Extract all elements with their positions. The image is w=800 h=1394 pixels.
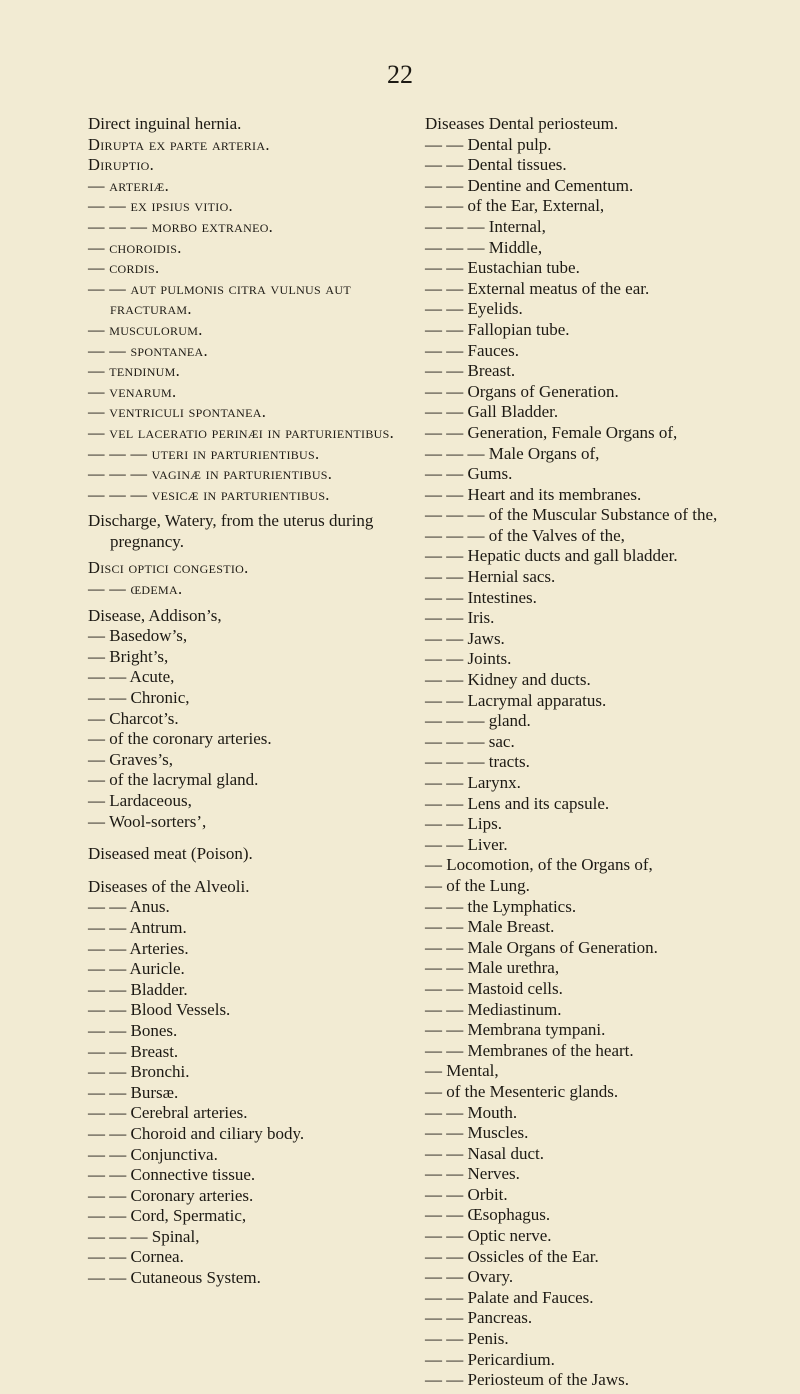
index-entry: — — Eyelids. <box>425 299 523 319</box>
index-entry: — — aut pulmonis citra vulnus aut fracturam. <box>88 278 351 319</box>
index-entry: — — — of the Muscular Substance of the, <box>425 505 718 525</box>
index-entry: — musculorum. <box>88 319 203 339</box>
index-entry: — — Anus. <box>88 897 170 917</box>
index-entry: — — Male Breast. <box>425 917 555 937</box>
index-entry: — ventriculi spontanea. <box>88 402 267 422</box>
index-entry: — arteriæ. <box>88 175 170 195</box>
index-entry: — — the Lymphatics. <box>425 896 577 916</box>
index-entry: — — Mastoid cells. <box>425 978 563 998</box>
index-entry: — — Larynx. <box>425 773 521 792</box>
index-entry: — Mental, <box>425 1061 499 1081</box>
index-entry: — Locomotion, of the Organs of, <box>425 855 653 875</box>
index-entry: — — Kidney and ducts. <box>425 670 591 690</box>
index-entry: — — of the Ear, External, <box>425 196 605 216</box>
index-entry: — — Cord, Spermatic, <box>88 1206 247 1226</box>
index-entry: — choroidis. <box>88 237 182 257</box>
index-entry: — — — tracts. <box>425 752 530 772</box>
index-entry: — — Organs of Generation. <box>425 381 619 401</box>
index-entry: — — Liver. <box>425 834 508 854</box>
index-entry: — — Fallopian tube. <box>425 319 570 339</box>
index-entry: — — — gland. <box>425 711 531 731</box>
index-entry: — — — sac. <box>425 731 515 751</box>
index-entry: — — Ovary. <box>425 1267 514 1287</box>
index-entry: — of the Mesenteric glands. <box>425 1081 619 1101</box>
index-entry: — — Breast. <box>425 361 516 381</box>
index-entry: — Graves’s, <box>88 749 173 769</box>
index-entry: — — Intestines. <box>425 587 537 607</box>
index-entry: — venarum. <box>88 381 177 401</box>
index-entry: — — Bronchi. <box>88 1062 190 1082</box>
index-entry: — — Nerves. <box>425 1164 520 1184</box>
index-entry: — — spontanea. <box>88 340 208 360</box>
index-entry: — — Iris. <box>425 608 495 628</box>
index-entry: — — Cornea. <box>88 1247 184 1267</box>
index-entry: — — Hepatic ducts and gall bladder. <box>425 546 678 566</box>
index-entry: — — Antrum. <box>88 917 187 937</box>
index-entry: — Basedow’s, <box>88 626 188 646</box>
index-entry: — — Palate and Fauces. <box>425 1287 594 1307</box>
index-entry: — — — vesicæ in parturientibus. <box>88 484 330 504</box>
index-entry: — — ex ipsius vitio. <box>88 196 233 216</box>
index-entry: — — Optic nerve. <box>425 1226 552 1246</box>
index-entry: Disci optici congestio. <box>88 558 249 578</box>
index-entry: — — — morbo extraneo. <box>88 216 274 236</box>
index-entry: — — Choroid and ciliary body. <box>88 1123 305 1143</box>
index-entry: — — Blood Vessels. <box>88 1000 231 1020</box>
index-entry: — — — Internal, <box>425 216 546 236</box>
index-entry: — — Membrana tympani. <box>425 1020 606 1040</box>
index-entry: — tendinum. <box>88 361 181 381</box>
index-entry: — — Arteries. <box>88 938 189 958</box>
index-entry: — — — Spinal, <box>88 1226 200 1246</box>
index-entry: — — Mediastinum. <box>425 999 562 1019</box>
index-entry: Diseases Dental periosteum. <box>425 114 619 133</box>
index-entry: — Charcot’s. <box>88 708 179 728</box>
index-entry: — — Cutaneous System. <box>88 1268 261 1288</box>
index-entry: Dirupta ex parte arteria. <box>88 134 270 154</box>
index-entry: — — Chronic, <box>88 688 190 708</box>
index-entry: — — Ossicles of the Ear. <box>425 1246 599 1266</box>
index-entry: — — Gall Bladder. <box>425 402 559 422</box>
index-entry: — — Membranes of the heart. <box>425 1040 634 1060</box>
index-entry: Diruptio. <box>88 155 155 175</box>
index-entry: Diseased meat (Poison). <box>88 844 253 864</box>
index-entry: — — Jaws. <box>425 628 505 648</box>
index-entry: — — Bursæ. <box>88 1082 179 1102</box>
index-entry: — — Penis. <box>425 1329 509 1349</box>
index-entry: — of the Lung. <box>425 875 530 895</box>
index-entry: Discharge, Watery, from the uterus during pregnancy. <box>88 511 374 551</box>
index-entry: — — — Middle, <box>425 237 543 257</box>
index-entry: — — Nasal duct. <box>425 1143 544 1163</box>
index-entry: — — Coronary arteries. <box>88 1185 254 1205</box>
left-column <box>88 114 408 1289</box>
index-entry: — vel laceratio perinæi in parturientibus. <box>88 422 395 442</box>
index-entry: — — Orbit. <box>425 1184 508 1204</box>
index-entry: — — Lens and its capsule. <box>425 793 610 813</box>
index-entry: — — Bones. <box>88 1020 178 1040</box>
index-entry: — — External meatus of the ear. <box>425 278 650 298</box>
index-entry: — — Eustachian tube. <box>425 258 580 278</box>
index-entry: — — Auricle. <box>88 959 185 979</box>
index-entry: — Bright’s, <box>88 646 169 666</box>
index-entry: — — — uteri in parturientibus. <box>88 443 320 463</box>
index-entry: — — Lips. <box>425 814 502 834</box>
index-entry: — Lardaceous, <box>88 791 192 810</box>
index-entry: — — Muscles. <box>425 1123 529 1143</box>
page-number: 22 <box>387 60 413 89</box>
index-entry: — — Pericardium. <box>425 1349 555 1369</box>
index-entry: — — Hernial sacs. <box>425 567 556 587</box>
index-entry: Direct inguinal hernia. <box>88 114 242 133</box>
index-entry: — Wool-sorters’, <box>88 811 207 831</box>
index-entry: — — Acute, <box>88 667 175 687</box>
index-entry: — — Lacrymal apparatus. <box>425 690 607 710</box>
index-entry: — — Generation, Female Organs of, <box>425 422 678 442</box>
index-entry: Diseases of the Alveoli. <box>88 876 250 896</box>
index-entry: — — Male Organs of Generation. <box>425 937 658 957</box>
index-entry: — — — of the Valves of the, <box>425 525 625 545</box>
index-entry: — — Fauces. <box>425 340 519 360</box>
index-entry: — — Joints. <box>425 649 512 669</box>
index-entry: — — œdema. <box>88 579 183 599</box>
index-entry: — — Dental pulp. <box>425 134 552 154</box>
index-entry: — cordis. <box>88 258 160 278</box>
index-entry: — — Connective tissue. <box>88 1165 256 1185</box>
index-entry: — — Male urethra, <box>425 958 560 978</box>
index-entry: — of the lacrymal gland. <box>88 770 259 790</box>
index-entry: — — Œsophagus. <box>425 1205 551 1225</box>
index-entry: — of the coronary arteries. <box>88 729 272 749</box>
index-entry: — — Mouth. <box>425 1102 518 1122</box>
index-entry: — — — vaginæ in parturientibus. <box>88 464 333 484</box>
index-entry: — — Pancreas. <box>425 1308 533 1328</box>
index-entry: — — Dentine and Cementum. <box>425 175 634 195</box>
index-entry: — — Dental tissues. <box>425 155 567 175</box>
index-entry: — — Conjunctiva. <box>88 1144 218 1164</box>
right-column <box>425 114 755 1391</box>
index-entry: — — Cerebral arteries. <box>88 1103 248 1123</box>
index-entry: — — Gums. <box>425 464 513 484</box>
index-entry: — — Heart and its membranes. <box>425 484 642 504</box>
index-entry: Disease, Addison’s, <box>88 605 222 625</box>
index-entry: — — Bladder. <box>88 979 188 999</box>
index-entry: — — Periosteum of the Jaws. <box>425 1370 629 1390</box>
index-entry: — — — Male Organs of, <box>425 443 600 463</box>
index-entry: — — Breast. <box>88 1041 179 1061</box>
